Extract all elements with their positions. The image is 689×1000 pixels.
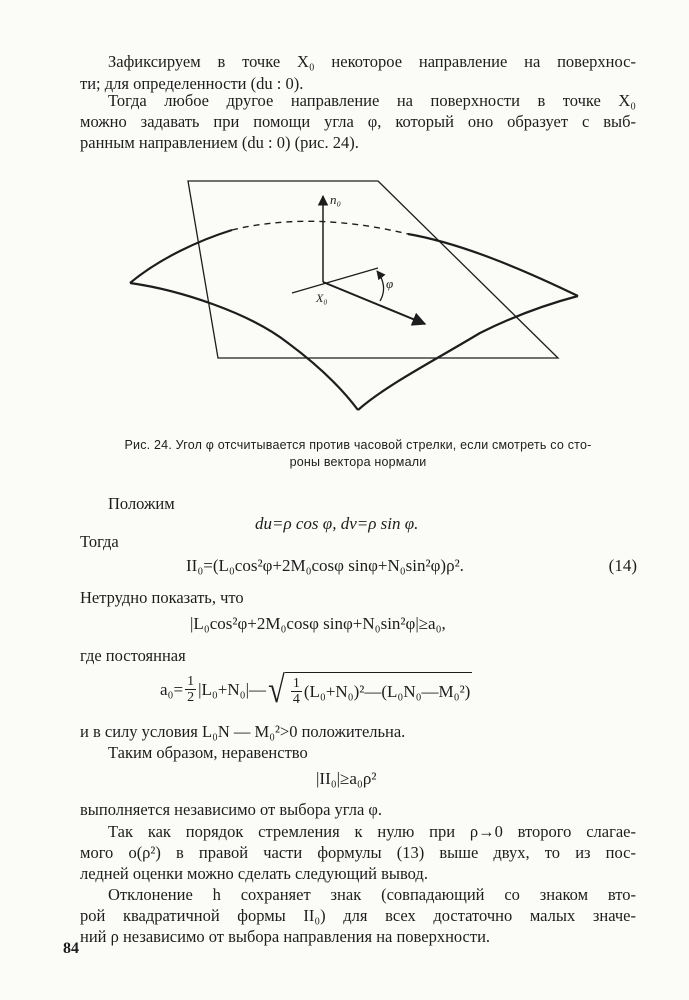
equation-number-14: (14) xyxy=(608,556,637,575)
text-netrudno: Нетрудно показать, что xyxy=(80,588,244,607)
figure-caption xyxy=(78,437,638,471)
text-togda: Тогда xyxy=(80,532,119,551)
para1-line2: ти; для определенности (du : 0). xyxy=(80,74,304,93)
text-vypolnyaetsya: выполняется независимо от выбора угла φ. xyxy=(80,800,383,819)
text-gde: где постоянная xyxy=(80,646,186,665)
page-number: 84 xyxy=(63,940,79,957)
para3-line2: мого o(ρ²) в правой части формулы (13) выше двух, то из пос- xyxy=(80,843,636,862)
a0-lhs: a₀= xyxy=(160,679,184,699)
para1-line1: Зафиксируем в точке X₀ некоторое направление на поверхнос- xyxy=(108,52,636,71)
text-takim: Таким образом, неравенство xyxy=(108,743,308,762)
radicand-expression: (L₀+N₀)²—(L₀N₀—M₀²) xyxy=(303,681,471,701)
para4-line2: рой квадратичной формы II₀) для всех достаточно малых значе- xyxy=(80,906,636,925)
surface-back-edge-right xyxy=(408,234,578,296)
fraction-one-quarter xyxy=(291,676,302,707)
radicand xyxy=(285,672,473,707)
label-normal: n₀ xyxy=(330,192,342,207)
frac1-den: 2 xyxy=(187,690,195,705)
surface-right-edge xyxy=(358,296,578,410)
para2-line3: ранным направлением (du : 0) (рис. 24). xyxy=(80,133,359,152)
text-polozhim: Положим xyxy=(108,494,175,513)
frac2-den: 4 xyxy=(292,692,300,707)
direction-vector xyxy=(323,282,425,324)
label-point: X₀ xyxy=(316,291,328,305)
angle-arc xyxy=(377,271,384,301)
formula-inequality: |L₀cos²φ+2M₀cosφ sinφ+N₀sin²φ|≥a₀, xyxy=(190,614,446,633)
formula-du-dv: du=ρ cos φ, dv=ρ sin φ. xyxy=(255,514,419,533)
para4-line3: ний ρ независимо от выбора направления на поверхности. xyxy=(80,927,491,946)
para3-line3: ледней оценки можно сделать следующий вывод. xyxy=(80,864,428,883)
para2-line2: можно задавать при помощи угла φ, который оно образует с выб- xyxy=(80,112,636,131)
para4-line1: Отклонение h сохраняет знак (совпадающий со знаком вто- xyxy=(108,885,636,904)
text-v-silu: и в силу условия L₀N — M₀²>0 положительна. xyxy=(80,722,406,741)
fraction-one-half xyxy=(185,674,196,705)
label-angle: φ xyxy=(386,276,394,291)
formula-14: II₀=(L₀cos²φ+2M₀cosφ sinφ+N₀sin²φ)ρ². xyxy=(186,556,464,575)
square-root xyxy=(266,668,472,711)
caption-line2: роны вектора нормали xyxy=(289,455,427,469)
frac2-num: 1 xyxy=(292,676,300,691)
surface-back-edge xyxy=(130,230,232,283)
surface-back-edge-hidden xyxy=(232,221,408,234)
caption-line1: Рис. 24. Угол φ отсчитывается против часовой стрелки, если смотреть со сто- xyxy=(124,438,592,452)
para2-line1: Тогда любое другое направление на поверхности в точке X₀ xyxy=(108,91,636,110)
para3-line1: Так как порядок стремления к нулю при ρ→0 второго слагае- xyxy=(108,822,636,841)
frac1-num: 1 xyxy=(187,674,195,689)
formula-inequality-2: |II₀|≥a₀ρ² xyxy=(316,769,377,788)
a0-mid: |L₀+N₀|— xyxy=(198,679,266,699)
radical-sign: √ xyxy=(268,668,285,711)
formula-a0 xyxy=(160,668,472,711)
figure-24-surface-diagram xyxy=(120,178,590,428)
base-direction-line xyxy=(292,268,378,293)
